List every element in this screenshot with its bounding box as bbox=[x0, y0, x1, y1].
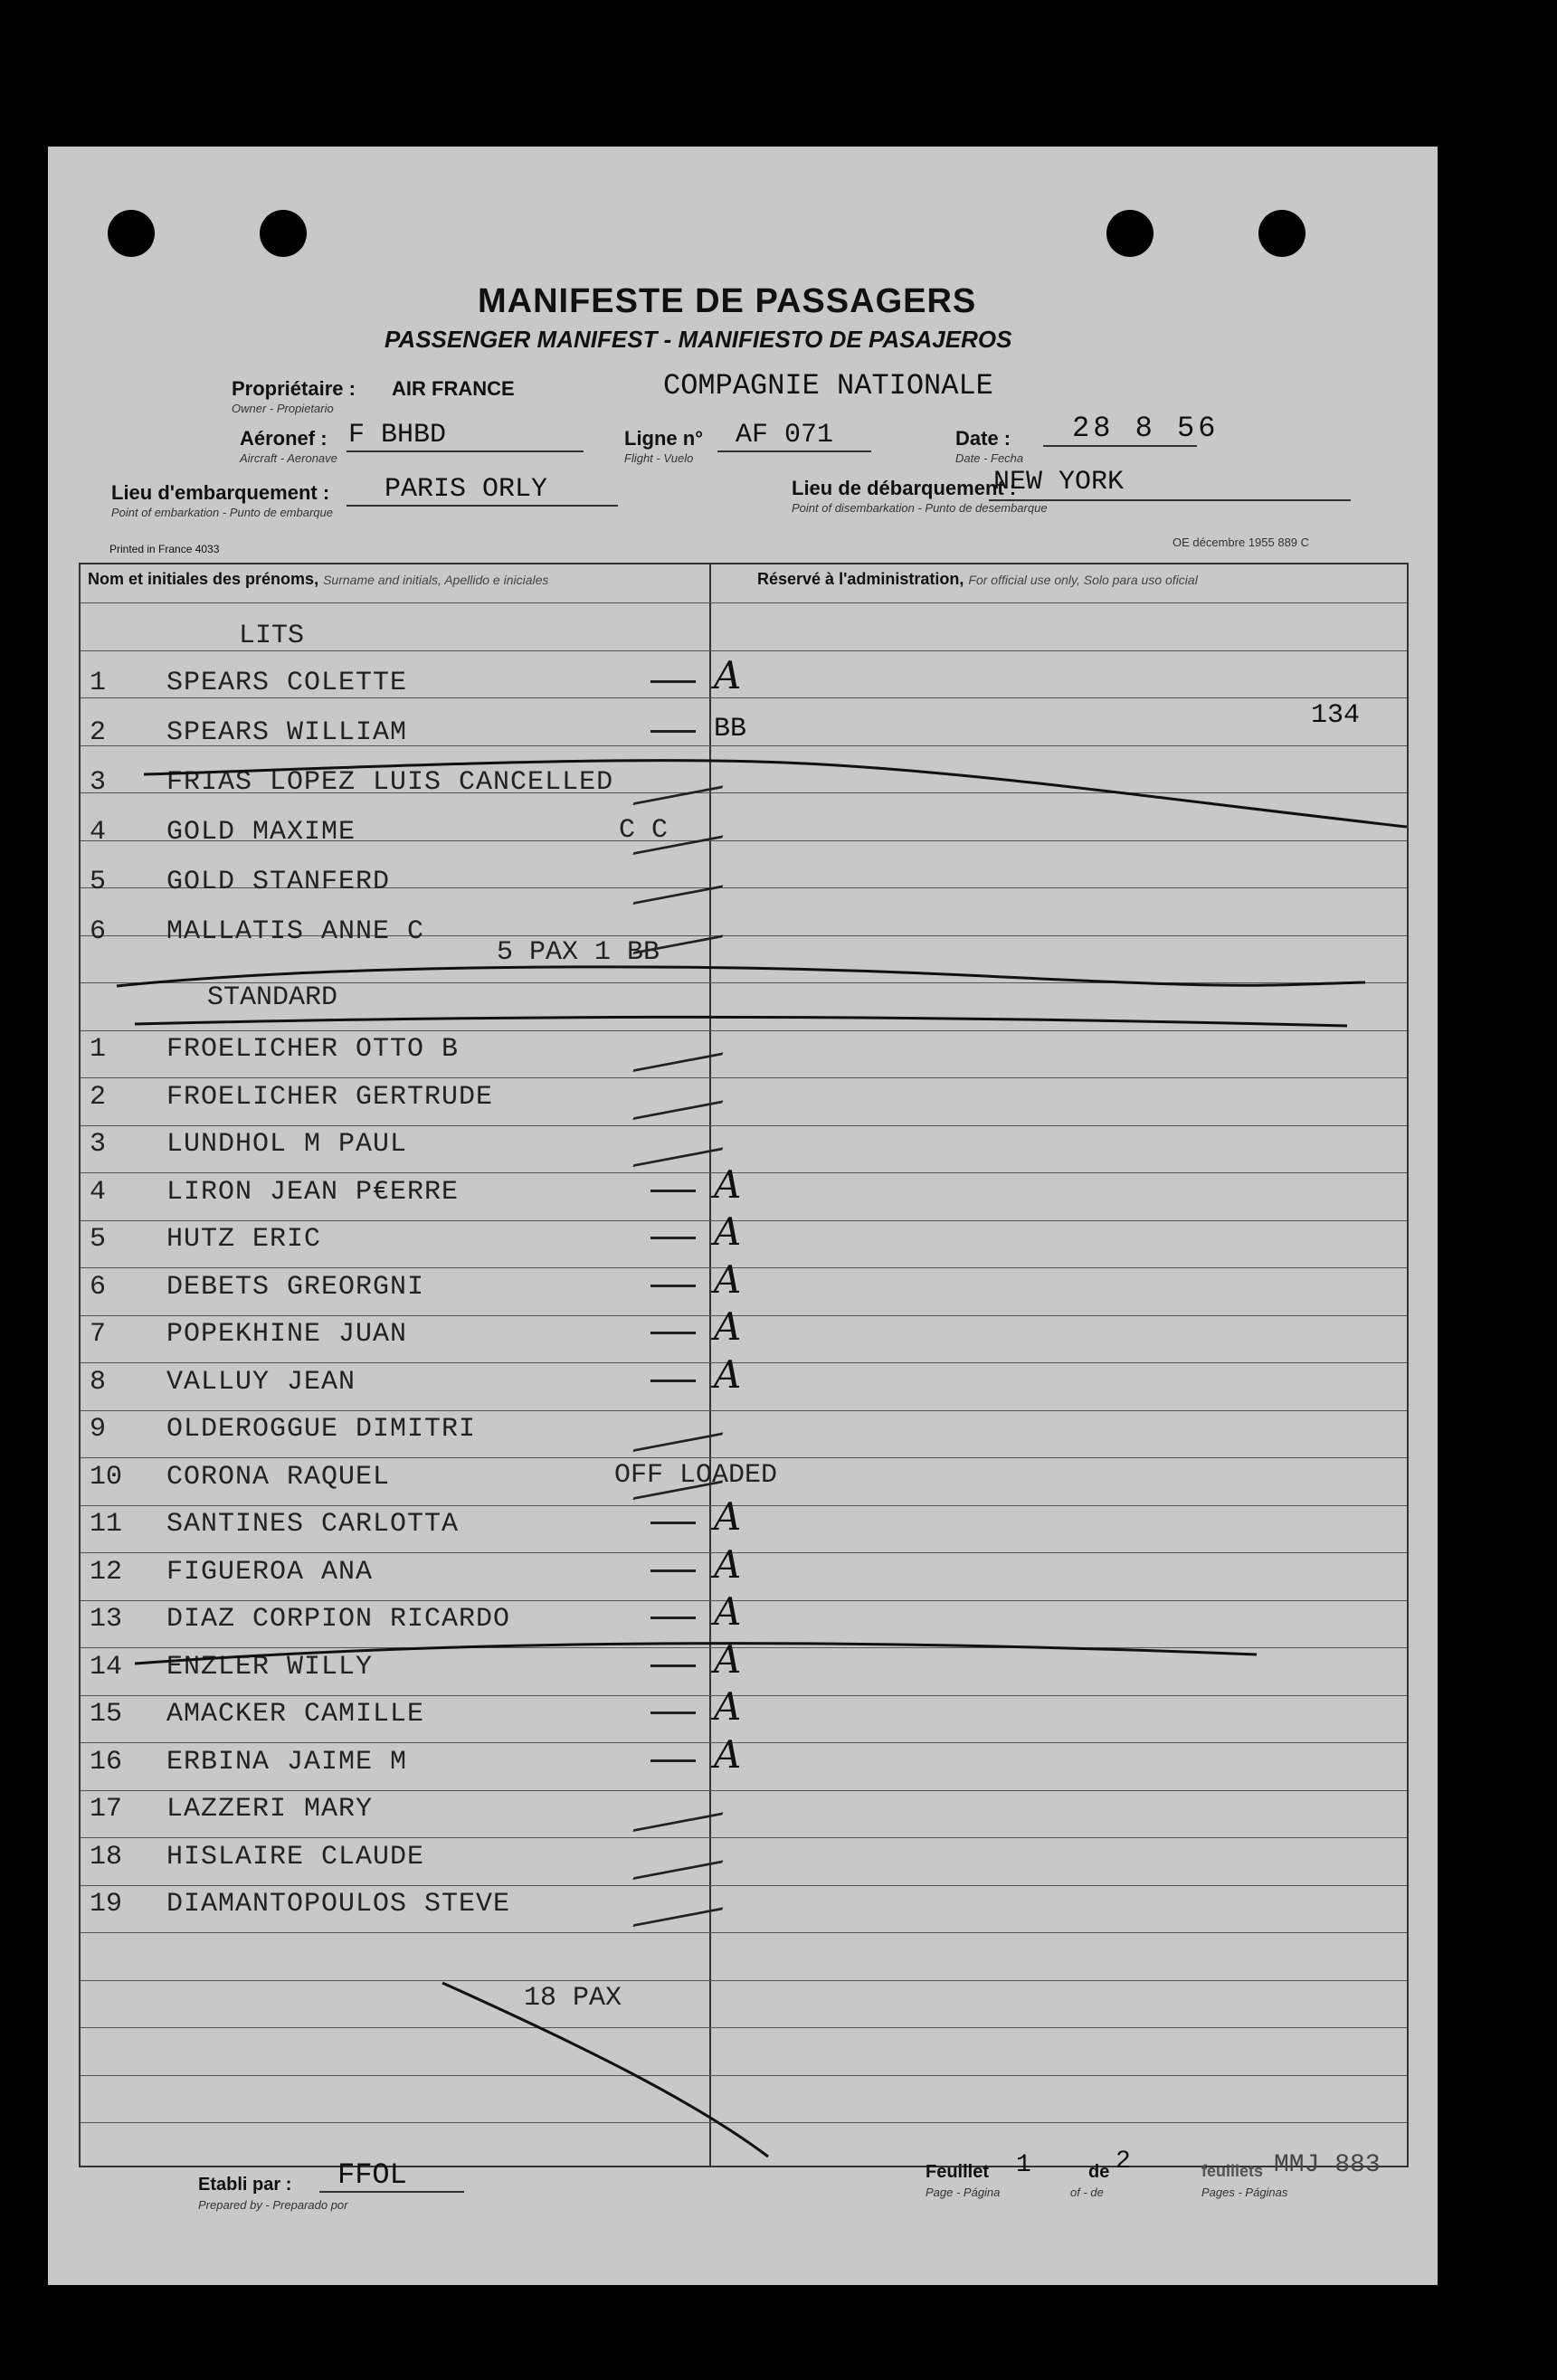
prepared-underline bbox=[319, 2191, 464, 2193]
passenger-name: CORONA RAQUEL bbox=[166, 1461, 391, 1493]
punch-hole bbox=[1258, 210, 1305, 257]
admin-mark: A bbox=[714, 1731, 742, 1777]
total-pages: 2 bbox=[1116, 2148, 1131, 2176]
document-title: MANIFESTE DE PASSAGERS bbox=[478, 282, 977, 320]
admin-mark: A bbox=[714, 1351, 742, 1397]
passenger-name: LAZZERI MARY bbox=[166, 1794, 374, 1825]
passenger-name: ERBINA JAIME M bbox=[166, 1746, 408, 1778]
passenger-number: 1 bbox=[90, 1034, 107, 1065]
passenger-number: 9 bbox=[90, 1414, 107, 1445]
embark-value: PARIS ORLY bbox=[385, 474, 548, 505]
owner-sublabel: Owner - Propietario bbox=[232, 402, 334, 415]
prepared-sublabel: Prepared by - Preparado por bbox=[198, 2198, 348, 2212]
passenger-name: ENZLER WILLY bbox=[166, 1651, 374, 1683]
passenger-name: SPEARS WILLIAM bbox=[166, 717, 408, 748]
flight-sublabel: Flight - Vuelo bbox=[624, 451, 694, 465]
passenger-number: 17 bbox=[90, 1794, 123, 1825]
disembark-sublabel: Point of disembarkation - Punto de desembarque bbox=[792, 501, 1048, 515]
passenger-number: 1 bbox=[90, 668, 107, 698]
owner-typed: COMPAGNIE NATIONALE bbox=[663, 369, 993, 403]
passenger-name: AMACKER CAMILLE bbox=[166, 1699, 425, 1730]
owner-value: AIR FRANCE bbox=[392, 377, 515, 400]
passenger-name: FROELICHER GERTRUDE bbox=[166, 1081, 494, 1113]
strike-line bbox=[135, 1017, 1347, 1026]
passenger-name: SPEARS COLETTE bbox=[166, 668, 408, 698]
passenger-name: HUTZ ERIC bbox=[166, 1224, 322, 1255]
passenger-name: DIAZ CORPION RICARDO bbox=[166, 1604, 511, 1635]
admin-mark: A bbox=[714, 1304, 742, 1349]
strike-line bbox=[144, 761, 1407, 827]
punch-hole bbox=[108, 210, 155, 257]
passenger-number: 5 bbox=[90, 1224, 107, 1255]
document-subtitle: PASSENGER MANIFEST - MANIFIESTO DE PASAJEROS bbox=[385, 326, 1012, 353]
passenger-number: 6 bbox=[90, 916, 107, 947]
pages-label: feuillets bbox=[1201, 2162, 1264, 2180]
passenger-name: FROELICHER OTTO B bbox=[166, 1034, 460, 1065]
passenger-number: 2 bbox=[90, 1081, 107, 1113]
of-label: de bbox=[1088, 2162, 1110, 2182]
passenger-number: 4 bbox=[90, 1176, 107, 1208]
passenger-table bbox=[79, 563, 1409, 2167]
passenger-number: 8 bbox=[90, 1366, 107, 1398]
form-code: OE décembre 1955 889 C bbox=[1172, 536, 1310, 549]
total-slash bbox=[442, 1983, 768, 2157]
embark-sublabel: Point of embarkation - Punto de embarque bbox=[111, 506, 333, 519]
disembark-label: Lieu de débarquement : bbox=[792, 477, 1017, 499]
col1-header-translation: Surname and initials, Apellido e iniciales bbox=[323, 573, 549, 587]
passenger-number: 6 bbox=[90, 1271, 107, 1303]
embark-label: Lieu d'embarquement : bbox=[111, 481, 330, 504]
passenger-number: 13 bbox=[90, 1604, 123, 1635]
printed-note: Printed in France 4033 bbox=[109, 543, 220, 555]
passenger-number: 4 bbox=[90, 817, 107, 848]
prepared-value: FFOL bbox=[337, 2158, 407, 2192]
pages-sublabel: Pages - Páginas bbox=[1201, 2186, 1288, 2199]
passenger-name: HISLAIRE CLAUDE bbox=[166, 1841, 425, 1873]
col1-header-main: Nom et initiales des prénoms, bbox=[88, 570, 319, 588]
col2-header-translation: For official use only, Solo para uso oficial bbox=[968, 573, 1198, 587]
passenger-number: 14 bbox=[90, 1651, 123, 1683]
passenger-number: 15 bbox=[90, 1699, 123, 1730]
standard-title: STANDARD bbox=[207, 982, 338, 1013]
prepared-label: Etabli par : bbox=[198, 2175, 292, 2195]
strike-line bbox=[117, 967, 1365, 986]
date-sublabel: Date - Fecha bbox=[955, 451, 1024, 465]
passenger-name: FIGUEROA ANA bbox=[166, 1556, 374, 1588]
flight-value: AF 071 bbox=[736, 420, 834, 450]
embark-underline bbox=[347, 505, 618, 507]
passenger-name: VALLUY JEAN bbox=[166, 1366, 356, 1398]
col2-header-main: Réservé à l'administration, bbox=[757, 570, 964, 588]
date-label: Date : bbox=[955, 427, 1011, 450]
passenger-number: 2 bbox=[90, 717, 107, 748]
handwritten-strokes bbox=[81, 564, 1407, 2166]
date-value: 28 8 56 bbox=[1072, 412, 1220, 445]
disembark-value: NEW YORK bbox=[993, 467, 1125, 498]
passenger-number: 18 bbox=[90, 1841, 123, 1873]
passenger-name: FRIAS LOPEZ LUIS CANCELLED bbox=[166, 767, 614, 798]
punch-hole bbox=[260, 210, 307, 257]
passenger-name: LUNDHOL M PAUL bbox=[166, 1129, 408, 1160]
passenger-number: 19 bbox=[90, 1889, 123, 1920]
admin-mark: A bbox=[714, 1256, 742, 1302]
passenger-name: DIAMANTOPOULOS STEVE bbox=[166, 1889, 511, 1920]
of-sublabel: of - de bbox=[1070, 2186, 1104, 2199]
passenger-number: 11 bbox=[90, 1509, 123, 1540]
aircraft-label: Aéronef : bbox=[240, 427, 328, 450]
passenger-name: SANTINES CARLOTTA bbox=[166, 1509, 460, 1540]
passenger-name: POPEKHINE JUAN bbox=[166, 1319, 408, 1350]
passenger-remark: OFF LOADED bbox=[614, 1459, 778, 1491]
passenger-name: LIRON JEAN P€ERRE bbox=[166, 1176, 460, 1208]
passenger-number: 3 bbox=[90, 1129, 107, 1160]
page-sublabel: Page - Página bbox=[926, 2186, 1001, 2199]
passenger-number: 12 bbox=[90, 1556, 123, 1588]
owner-label: Propriétaire : bbox=[232, 377, 356, 400]
page-label: Feuillet bbox=[926, 2162, 990, 2182]
margin-note: 134 bbox=[1311, 700, 1361, 731]
reference-number: MMJ 883 bbox=[1274, 2151, 1381, 2179]
admin-mark: A bbox=[714, 653, 742, 697]
passenger-name: MALLATIS ANNE C bbox=[166, 916, 425, 947]
admin-mark: BB bbox=[714, 714, 747, 744]
aircraft-sublabel: Aircraft - Aeronave bbox=[240, 451, 337, 465]
passenger-number: 3 bbox=[90, 767, 107, 798]
flight-label: Ligne n° bbox=[624, 427, 704, 450]
punch-hole bbox=[1106, 210, 1154, 257]
strike-line bbox=[135, 1644, 1257, 1664]
aircraft-value: F BHBD bbox=[348, 420, 447, 450]
passenger-number: 5 bbox=[90, 867, 107, 897]
passenger-remark: C C bbox=[619, 815, 669, 846]
lits-title: LITS bbox=[239, 621, 305, 651]
aircraft-underline bbox=[347, 450, 584, 452]
disembark-underline bbox=[989, 499, 1351, 501]
manifest-sheet bbox=[48, 147, 1438, 2285]
admin-mark: A bbox=[714, 1162, 742, 1207]
standard-total: 18 PAX bbox=[524, 1983, 622, 2014]
admin-mark: A bbox=[714, 1636, 742, 1682]
date-underline bbox=[1043, 445, 1197, 447]
passenger-number: 7 bbox=[90, 1319, 107, 1350]
passenger-name: OLDEROGGUE DIMITRI bbox=[166, 1414, 477, 1445]
admin-mark: A bbox=[714, 1541, 742, 1587]
admin-mark: A bbox=[714, 1684, 742, 1729]
passenger-number: 16 bbox=[90, 1746, 123, 1778]
passenger-name: DEBETS GREORGNI bbox=[166, 1271, 425, 1303]
passenger-name: GOLD MAXIME bbox=[166, 817, 356, 848]
admin-mark: A bbox=[714, 1589, 742, 1634]
passenger-name: GOLD STANFERD bbox=[166, 867, 391, 897]
admin-mark: A bbox=[714, 1209, 742, 1254]
lits-total: 5 PAX 1 BB bbox=[497, 937, 660, 968]
page-value: 1 bbox=[1016, 2151, 1031, 2179]
passenger-number: 10 bbox=[90, 1461, 123, 1493]
admin-mark: A bbox=[714, 1494, 742, 1539]
flight-underline bbox=[717, 450, 871, 452]
